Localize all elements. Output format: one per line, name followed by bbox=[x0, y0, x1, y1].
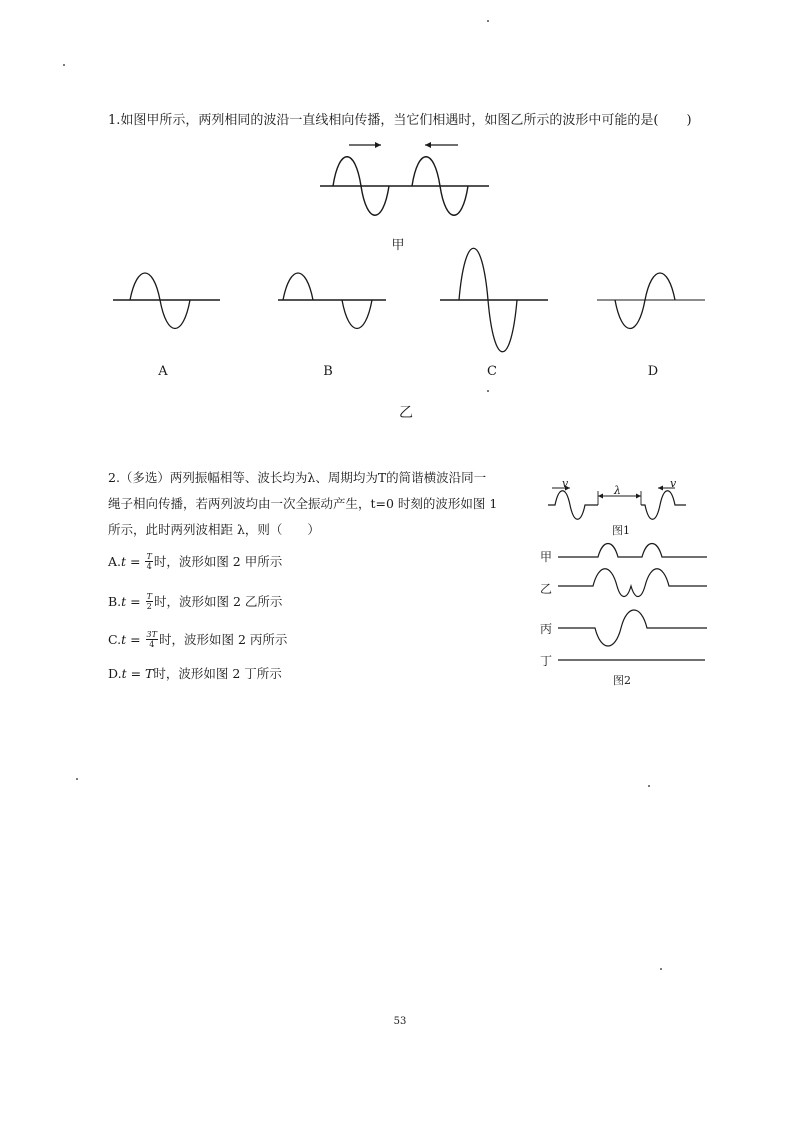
option-suffix: 时，波形如图 2 丙所示 bbox=[158, 632, 288, 647]
option-suffix: 时，波形如图 2 甲所示 bbox=[153, 554, 283, 569]
option-b-wave bbox=[278, 262, 388, 342]
option-d-wave bbox=[597, 262, 707, 342]
figure-2-row-bing-label: 丙 bbox=[540, 622, 553, 636]
option-a-wave bbox=[113, 262, 223, 342]
figure-2 bbox=[555, 538, 710, 668]
option-prefix: B. bbox=[108, 593, 122, 609]
fraction bbox=[145, 552, 152, 571]
scan-speck bbox=[63, 64, 65, 66]
question-2-line-2: 绳子相向传播，若两列波均由一次全振动产生，t=0 时刻的波形如图 1 bbox=[108, 496, 498, 511]
scan-speck bbox=[648, 785, 650, 787]
option-prefix: D. bbox=[108, 665, 122, 681]
option-c-text bbox=[108, 626, 287, 652]
option-suffix: 时，波形如图 2 乙所示 bbox=[153, 594, 283, 609]
figure-2-row-ding-label: 丁 bbox=[540, 654, 553, 668]
option-b-label: B bbox=[323, 364, 333, 379]
question-1-stem: 1.如图甲所示，两列相同的波沿一直线相向传播，当它们相遇时，如图乙所示的波形中可能的是( bbox=[108, 113, 659, 128]
fraction bbox=[146, 592, 153, 611]
figure-2-row-jia-label: 甲 bbox=[540, 550, 553, 564]
option-prefix: C. bbox=[108, 631, 122, 647]
option-b-text bbox=[108, 588, 282, 614]
option-variable: t bbox=[121, 665, 127, 681]
option-value: T bbox=[145, 665, 154, 681]
figure-jia-label: 甲 bbox=[391, 238, 405, 253]
option-d-text bbox=[108, 661, 282, 685]
option-prefix: A. bbox=[108, 553, 122, 569]
option-c-label: C bbox=[487, 364, 497, 379]
scan-speck bbox=[660, 968, 662, 970]
figure-1-caption: 图1 bbox=[612, 524, 630, 537]
answer-blank-close: ) bbox=[686, 113, 692, 128]
figure-1-right-v: v bbox=[670, 477, 677, 490]
fraction-numerator: T bbox=[146, 551, 152, 561]
option-equals: = bbox=[126, 631, 145, 647]
option-variable: t bbox=[121, 631, 127, 647]
option-variable: t bbox=[121, 593, 127, 609]
option-equals: = bbox=[126, 665, 146, 681]
question-2-line-1: 2.（多选）两列振幅相等、波长均为λ、周期均为T的简谐横波沿同一 bbox=[108, 470, 487, 485]
page-number: 53 bbox=[393, 1016, 407, 1027]
scan-speck bbox=[76, 778, 78, 780]
figure-2-caption: 图2 bbox=[613, 674, 631, 687]
fraction-numerator: T bbox=[146, 591, 152, 601]
option-equals: = bbox=[126, 593, 145, 609]
figure-jia bbox=[315, 135, 495, 225]
option-suffix: 时，波形如图 2 丁所示 bbox=[153, 666, 282, 681]
fraction-denominator: 4 bbox=[146, 561, 152, 571]
fraction-denominator: 4 bbox=[149, 639, 155, 649]
fraction-denominator: 2 bbox=[146, 601, 152, 611]
question-1-text bbox=[108, 112, 692, 130]
option-equals: = bbox=[126, 553, 145, 569]
figure-1-lambda: λ bbox=[614, 484, 621, 497]
question-2-line-3: 所示，此时两列波相距 λ，则（ ） bbox=[108, 522, 320, 537]
figure-2-row-yi-label: 乙 bbox=[540, 582, 553, 596]
option-a-text bbox=[108, 548, 282, 574]
figure-yi-label: 乙 bbox=[399, 405, 413, 421]
figure-1-left-v: v bbox=[562, 477, 569, 490]
option-variable: t bbox=[121, 553, 127, 569]
option-d-label: D bbox=[647, 364, 659, 379]
option-a-label: A bbox=[158, 364, 168, 379]
fraction bbox=[146, 630, 158, 649]
option-c-wave bbox=[440, 245, 550, 365]
fraction-numerator: 3T bbox=[146, 629, 157, 639]
scan-speck bbox=[487, 390, 489, 392]
scan-speck bbox=[487, 20, 489, 22]
